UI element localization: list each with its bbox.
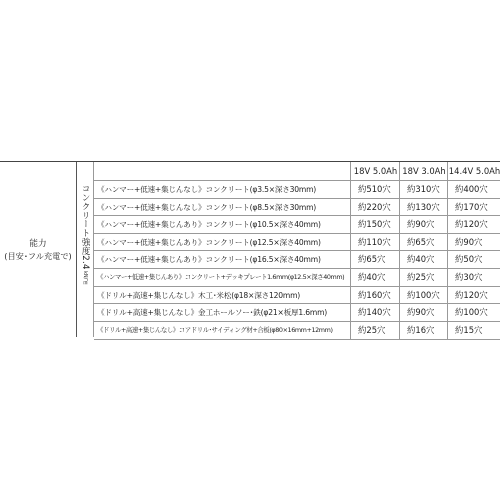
value-18v-5ah: 約160穴: [350, 287, 399, 304]
value-18v-5ah: 約40穴: [350, 269, 399, 286]
value-14v-5ah: 約100穴: [447, 304, 500, 321]
value-14v-5ah: 約15穴: [447, 322, 500, 339]
value-18v-3ah: 約100穴: [399, 287, 447, 304]
table-row: [94, 286, 500, 304]
table-row: [94, 233, 500, 251]
table-row: [94, 321, 500, 340]
value-18v-3ah: 約310穴: [399, 181, 447, 198]
value-18v-3ah: 約65穴: [399, 234, 447, 251]
value-14v-5ah: 約400穴: [447, 181, 500, 198]
row-description: 《ドリル+高速+集じんなし》木工･米松(φ18×深さ120mm): [97, 290, 301, 300]
concrete-strength-unit: kN/㎠: [82, 271, 88, 285]
concrete-strength-label: コンクリート強度2.4: [80, 184, 90, 270]
value-18v-3ah: 約25穴: [399, 269, 447, 286]
value-14v-5ah: 約50穴: [447, 251, 500, 268]
battery-header-row: [94, 162, 500, 180]
row-description: 《ハンマー+低速+集じんなし》コンクリート(φ8.5×深さ30mm): [97, 202, 317, 212]
value-18v-3ah: 約90穴: [399, 304, 447, 321]
value-14v-5ah: 約120穴: [447, 216, 500, 233]
value-18v-3ah: 約90穴: [399, 216, 447, 233]
capacity-subtitle: (目安･フル充電で): [4, 250, 72, 261]
value-18v-5ah: 約65穴: [350, 251, 399, 268]
table-row: [94, 303, 500, 321]
value-18v-3ah: 約130穴: [399, 199, 447, 216]
table-row: [94, 250, 500, 268]
value-14v-5ah: 約90穴: [447, 234, 500, 251]
row-description: 《ハンマー+低速+集じんあり》コンクリート(φ16.5×深さ40mm): [97, 255, 321, 265]
value-18v-3ah: 約40穴: [399, 251, 447, 268]
concrete-strength-cell: [77, 162, 94, 337]
row-description: 《ハンマー+低速+集じんあり》コンクリート(φ12.5×深さ40mm): [97, 237, 321, 247]
value-14v-5ah: 約30穴: [447, 269, 500, 286]
value-18v-5ah: 約110穴: [350, 234, 399, 251]
value-18v-5ah: 約220穴: [350, 199, 399, 216]
value-18v-5ah: 約510穴: [350, 181, 399, 198]
table-row: [94, 198, 500, 216]
header-14v-5ah: 14.4V 5.0Ah: [447, 162, 500, 180]
row-description: 《ハンマー+低速+集じんなし》コンクリート(φ3.5×深さ30mm): [97, 185, 317, 194]
row-description: 《ドリル+高速+集じんなし》金工ホールソー･鉄(φ21×板厚1.6mm): [97, 308, 328, 318]
table-row: [94, 180, 500, 198]
row-description: 《ドリル+高速+集じんなし》コアドリル･サイディング材+合板(φ80×16mm+12mm): [97, 325, 333, 334]
value-18v-5ah: 約140穴: [350, 304, 399, 321]
value-14v-5ah: 約120穴: [447, 287, 500, 304]
table-row: [94, 215, 500, 233]
header-18v-5ah: 18V 5.0Ah: [350, 162, 400, 180]
value-18v-3ah: 約16穴: [399, 322, 447, 339]
table-row: [94, 268, 500, 286]
row-description: 《ハンマー+低速+集じんあり》コンクリート+デッキプレート1.6mm(φ12.5×深さ40mm): [97, 273, 345, 281]
header-18v-3ah: 18V 3.0Ah: [399, 162, 448, 180]
capacity-label-cell: [0, 162, 76, 337]
value-18v-5ah: 約150穴: [350, 216, 399, 233]
row-description: 《ハンマー+低速+集じんあり》コンクリート(φ10.5×深さ40mm): [97, 220, 321, 230]
value-14v-5ah: 約170穴: [447, 199, 500, 216]
capacity-title: 能力: [29, 238, 47, 249]
value-18v-5ah: 約25穴: [350, 322, 399, 339]
